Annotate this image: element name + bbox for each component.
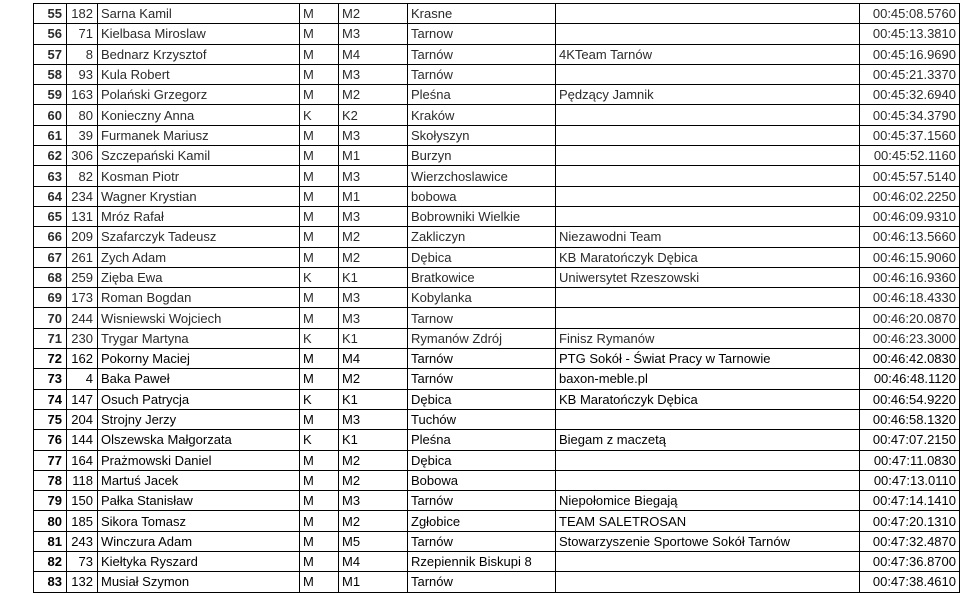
time-cell: 00:45:57.5140 (860, 166, 960, 186)
club-cell (556, 470, 860, 490)
time-cell: 00:46:58.1320 (860, 409, 960, 429)
category-cell: K1 (339, 389, 408, 409)
bib-cell: 71 (67, 24, 98, 44)
name-cell: Pałka Stanisław (98, 491, 300, 511)
time-cell: 00:46:16.9360 (860, 267, 960, 287)
bib-cell: 230 (67, 328, 98, 348)
sex-cell: M (300, 470, 339, 490)
town-cell: bobowa (408, 186, 556, 206)
club-cell: KB Maratończyk Dębica (556, 247, 860, 267)
table-row (34, 146, 960, 166)
place-cell: 58 (34, 64, 67, 84)
name-cell: Sikora Tomasz (98, 511, 300, 531)
time-cell: 00:45:32.6940 (860, 85, 960, 105)
club-cell (556, 572, 860, 592)
place-cell: 63 (34, 166, 67, 186)
bib-cell: 150 (67, 491, 98, 511)
town-cell: Bratkowice (408, 267, 556, 287)
table-row (34, 85, 960, 105)
club-cell: Niepołomice Biegają (556, 491, 860, 511)
place-cell: 82 (34, 552, 67, 572)
bib-cell: 209 (67, 227, 98, 247)
town-cell: Krasne (408, 4, 556, 24)
name-cell: Szafarczyk Tadeusz (98, 227, 300, 247)
time-cell: 00:45:21.3370 (860, 64, 960, 84)
name-cell: Wagner Krystian (98, 186, 300, 206)
table-row (34, 491, 960, 511)
name-cell: Sarna Kamil (98, 4, 300, 24)
club-cell (556, 308, 860, 328)
time-cell: 00:46:54.9220 (860, 389, 960, 409)
time-cell: 00:46:15.9060 (860, 247, 960, 267)
town-cell: Tarnów (408, 369, 556, 389)
table-row (34, 552, 960, 572)
sex-cell: M (300, 4, 339, 24)
bib-cell: 182 (67, 4, 98, 24)
sex-cell: M (300, 308, 339, 328)
place-cell: 76 (34, 430, 67, 450)
table-row (34, 369, 960, 389)
sex-cell: K (300, 105, 339, 125)
club-cell (556, 146, 860, 166)
time-cell: 00:47:07.2150 (860, 430, 960, 450)
club-cell (556, 166, 860, 186)
sex-cell: M (300, 227, 339, 247)
table-row (34, 511, 960, 531)
name-cell: Strojny Jerzy (98, 409, 300, 429)
sex-cell: M (300, 206, 339, 226)
bib-cell: 261 (67, 247, 98, 267)
time-cell: 00:47:14.1410 (860, 491, 960, 511)
town-cell: Tarnów (408, 349, 556, 369)
club-cell (556, 206, 860, 226)
table-row (34, 288, 960, 308)
place-cell: 81 (34, 531, 67, 551)
time-cell: 00:45:34.3790 (860, 105, 960, 125)
name-cell: Roman Bogdan (98, 288, 300, 308)
category-cell: M2 (339, 85, 408, 105)
bib-cell: 164 (67, 450, 98, 470)
category-cell: M1 (339, 186, 408, 206)
name-cell: Kielbasa Miroslaw (98, 24, 300, 44)
category-cell: M2 (339, 450, 408, 470)
name-cell: Baka Paweł (98, 369, 300, 389)
table-row (34, 186, 960, 206)
bib-cell: 80 (67, 105, 98, 125)
table-row (34, 389, 960, 409)
sex-cell: M (300, 288, 339, 308)
category-cell: K1 (339, 328, 408, 348)
town-cell: Zgłobice (408, 511, 556, 531)
time-cell: 00:45:13.3810 (860, 24, 960, 44)
category-cell: M2 (339, 247, 408, 267)
club-cell (556, 64, 860, 84)
name-cell: Zięba Ewa (98, 267, 300, 287)
table-row (34, 328, 960, 348)
bib-cell: 259 (67, 267, 98, 287)
time-cell: 00:47:11.0830 (860, 450, 960, 470)
bib-cell: 234 (67, 186, 98, 206)
club-cell (556, 450, 860, 470)
place-cell: 67 (34, 247, 67, 267)
club-cell (556, 288, 860, 308)
sex-cell: M (300, 369, 339, 389)
category-cell: M5 (339, 531, 408, 551)
sex-cell: M (300, 146, 339, 166)
place-cell: 77 (34, 450, 67, 470)
bib-cell: 73 (67, 552, 98, 572)
bib-cell: 132 (67, 572, 98, 592)
club-cell: TEAM SALETROSAN (556, 511, 860, 531)
category-cell: M2 (339, 511, 408, 531)
place-cell: 78 (34, 470, 67, 490)
name-cell: Trygar Martyna (98, 328, 300, 348)
table-row (34, 247, 960, 267)
town-cell: Tarnów (408, 531, 556, 551)
category-cell: M3 (339, 24, 408, 44)
sex-cell: M (300, 491, 339, 511)
bib-cell: 243 (67, 531, 98, 551)
bib-cell: 4 (67, 369, 98, 389)
category-cell: M4 (339, 552, 408, 572)
time-cell: 00:46:18.4330 (860, 288, 960, 308)
time-cell: 00:46:13.5660 (860, 227, 960, 247)
bib-cell: 93 (67, 64, 98, 84)
sex-cell: M (300, 44, 339, 64)
sex-cell: M (300, 572, 339, 592)
place-cell: 74 (34, 389, 67, 409)
place-cell: 57 (34, 44, 67, 64)
club-cell: baxon-meble.pl (556, 369, 860, 389)
category-cell: M3 (339, 64, 408, 84)
place-cell: 70 (34, 308, 67, 328)
table-row (34, 64, 960, 84)
name-cell: Zych Adam (98, 247, 300, 267)
category-cell: M3 (339, 288, 408, 308)
place-cell: 83 (34, 572, 67, 592)
sex-cell: M (300, 552, 339, 572)
sex-cell: M (300, 64, 339, 84)
category-cell: K1 (339, 430, 408, 450)
category-cell: M3 (339, 166, 408, 186)
place-cell: 60 (34, 105, 67, 125)
name-cell: Kosman Piotr (98, 166, 300, 186)
place-cell: 72 (34, 349, 67, 369)
time-cell: 00:45:16.9690 (860, 44, 960, 64)
town-cell: Burzyn (408, 146, 556, 166)
table-row (34, 470, 960, 490)
table-row (34, 125, 960, 145)
time-cell: 00:46:23.3000 (860, 328, 960, 348)
name-cell: Furmanek Mariusz (98, 125, 300, 145)
club-cell: Pędzący Jamnik (556, 85, 860, 105)
table-row (34, 267, 960, 287)
name-cell: Konieczny Anna (98, 105, 300, 125)
time-cell: 00:47:20.1310 (860, 511, 960, 531)
name-cell: Martuś Jacek (98, 470, 300, 490)
table-row (34, 450, 960, 470)
sex-cell: M (300, 24, 339, 44)
bib-cell: 82 (67, 166, 98, 186)
town-cell: Tarnów (408, 44, 556, 64)
name-cell: Szczepański Kamil (98, 146, 300, 166)
bib-cell: 144 (67, 430, 98, 450)
town-cell: Kraków (408, 105, 556, 125)
town-cell: Rzepiennik Biskupi 8 (408, 552, 556, 572)
club-cell (556, 125, 860, 145)
place-cell: 65 (34, 206, 67, 226)
name-cell: Olszewska Małgorzata (98, 430, 300, 450)
place-cell: 73 (34, 369, 67, 389)
time-cell: 00:47:36.8700 (860, 552, 960, 572)
club-cell (556, 552, 860, 572)
sex-cell: K (300, 328, 339, 348)
bib-cell: 162 (67, 349, 98, 369)
club-cell: Niezawodni Team (556, 227, 860, 247)
place-cell: 64 (34, 186, 67, 206)
name-cell: Osuch Patrycja (98, 389, 300, 409)
name-cell: Mróz Rafał (98, 206, 300, 226)
bib-cell: 163 (67, 85, 98, 105)
bib-cell: 131 (67, 206, 98, 226)
category-cell: M2 (339, 227, 408, 247)
town-cell: Tarnów (408, 64, 556, 84)
sex-cell: M (300, 349, 339, 369)
time-cell: 00:46:48.1120 (860, 369, 960, 389)
time-cell: 00:45:37.1560 (860, 125, 960, 145)
table-row (34, 572, 960, 592)
place-cell: 68 (34, 267, 67, 287)
town-cell: Skołyszyn (408, 125, 556, 145)
category-cell: M3 (339, 125, 408, 145)
bib-cell: 8 (67, 44, 98, 64)
time-cell: 00:45:08.5760 (860, 4, 960, 24)
club-cell: 4KTeam Tarnów (556, 44, 860, 64)
town-cell: Dębica (408, 450, 556, 470)
sex-cell: M (300, 450, 339, 470)
place-cell: 80 (34, 511, 67, 531)
sex-cell: M (300, 125, 339, 145)
time-cell: 00:46:42.0830 (860, 349, 960, 369)
town-cell: Dębica (408, 247, 556, 267)
name-cell: Musiał Szymon (98, 572, 300, 592)
table-row (34, 206, 960, 226)
sex-cell: M (300, 531, 339, 551)
category-cell: M3 (339, 308, 408, 328)
town-cell: Dębica (408, 389, 556, 409)
name-cell: Wisniewski Wojciech (98, 308, 300, 328)
table-row (34, 24, 960, 44)
place-cell: 56 (34, 24, 67, 44)
town-cell: Zakliczyn (408, 227, 556, 247)
sex-cell: M (300, 186, 339, 206)
time-cell: 00:46:09.9310 (860, 206, 960, 226)
club-cell: PTG Sokół - Świat Pracy w Tarnowie (556, 349, 860, 369)
town-cell: Wierzchoslawice (408, 166, 556, 186)
bib-cell: 39 (67, 125, 98, 145)
name-cell: Kula Robert (98, 64, 300, 84)
place-cell: 71 (34, 328, 67, 348)
club-cell (556, 4, 860, 24)
name-cell: Winczura Adam (98, 531, 300, 551)
table-row (34, 409, 960, 429)
sex-cell: K (300, 389, 339, 409)
sex-cell: M (300, 85, 339, 105)
table-row (34, 531, 960, 551)
bib-cell: 306 (67, 146, 98, 166)
category-cell: M4 (339, 349, 408, 369)
category-cell: K1 (339, 267, 408, 287)
time-cell: 00:47:32.4870 (860, 531, 960, 551)
sex-cell: K (300, 267, 339, 287)
table-row (34, 166, 960, 186)
club-cell (556, 105, 860, 125)
table-row (34, 44, 960, 64)
bib-cell: 147 (67, 389, 98, 409)
club-cell: KB Maratończyk Dębica (556, 389, 860, 409)
category-cell: K2 (339, 105, 408, 125)
category-cell: M3 (339, 491, 408, 511)
place-cell: 62 (34, 146, 67, 166)
place-cell: 66 (34, 227, 67, 247)
category-cell: M3 (339, 206, 408, 226)
town-cell: Bobrowniki Wielkie (408, 206, 556, 226)
place-cell: 61 (34, 125, 67, 145)
sex-cell: M (300, 247, 339, 267)
category-cell: M1 (339, 146, 408, 166)
name-cell: Bednarz Krzysztof (98, 44, 300, 64)
sex-cell: M (300, 511, 339, 531)
table-row (34, 308, 960, 328)
category-cell: M1 (339, 572, 408, 592)
time-cell: 00:45:52.1160 (860, 146, 960, 166)
time-cell: 00:46:02.2250 (860, 186, 960, 206)
bib-cell: 244 (67, 308, 98, 328)
category-cell: M3 (339, 409, 408, 429)
bib-cell: 204 (67, 409, 98, 429)
place-cell: 55 (34, 4, 67, 24)
bib-cell: 185 (67, 511, 98, 531)
category-cell: M2 (339, 369, 408, 389)
time-cell: 00:47:13.0110 (860, 470, 960, 490)
bib-cell: 173 (67, 288, 98, 308)
time-cell: 00:46:20.0870 (860, 308, 960, 328)
club-cell: Stowarzyszenie Sportowe Sokół Tarnów (556, 531, 860, 551)
place-cell: 69 (34, 288, 67, 308)
club-cell (556, 409, 860, 429)
town-cell: Tarnow (408, 308, 556, 328)
time-cell: 00:47:38.4610 (860, 572, 960, 592)
place-cell: 79 (34, 491, 67, 511)
town-cell: Tarnów (408, 572, 556, 592)
place-cell: 59 (34, 85, 67, 105)
category-cell: M4 (339, 44, 408, 64)
town-cell: Bobowa (408, 470, 556, 490)
town-cell: Tarnow (408, 24, 556, 44)
table-row (34, 349, 960, 369)
place-cell: 75 (34, 409, 67, 429)
sex-cell: K (300, 430, 339, 450)
club-cell: Biegam z maczetą (556, 430, 860, 450)
category-cell: M2 (339, 470, 408, 490)
name-cell: Pokorny Maciej (98, 349, 300, 369)
town-cell: Pleśna (408, 430, 556, 450)
town-cell: Pleśna (408, 85, 556, 105)
table-row (34, 105, 960, 125)
town-cell: Tarnów (408, 491, 556, 511)
sex-cell: M (300, 166, 339, 186)
club-cell: Uniwersytet Rzeszowski (556, 267, 860, 287)
sex-cell: M (300, 409, 339, 429)
town-cell: Rymanów Zdrój (408, 328, 556, 348)
town-cell: Tuchów (408, 409, 556, 429)
table-row (34, 430, 960, 450)
club-cell (556, 24, 860, 44)
bib-cell: 118 (67, 470, 98, 490)
table-row (34, 227, 960, 247)
name-cell: Polański Grzegorz (98, 85, 300, 105)
club-cell: Finisz Rymanów (556, 328, 860, 348)
category-cell: M2 (339, 4, 408, 24)
results-table (33, 3, 960, 593)
club-cell (556, 186, 860, 206)
name-cell: Prażmowski Daniel (98, 450, 300, 470)
results-body (34, 4, 960, 593)
table-row (34, 4, 960, 24)
town-cell: Kobylanka (408, 288, 556, 308)
name-cell: Kiełtyka Ryszard (98, 552, 300, 572)
